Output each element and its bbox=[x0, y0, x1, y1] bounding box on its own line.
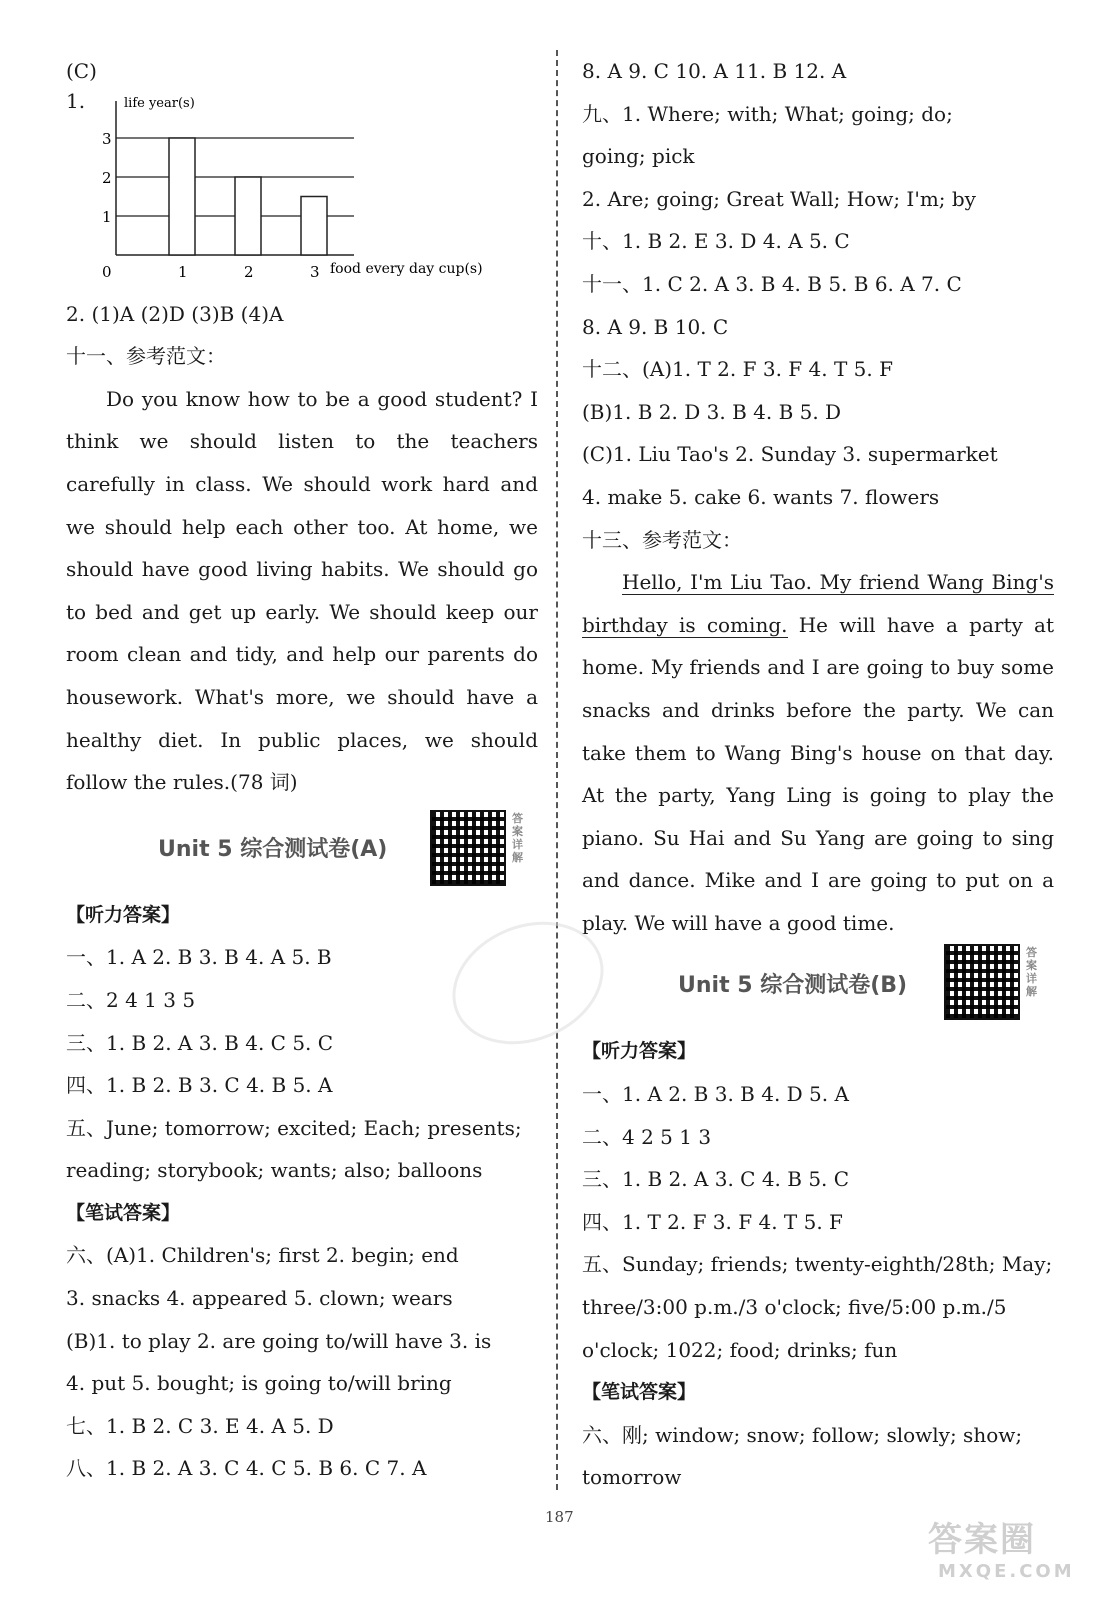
answer-line: 2. (1)A (2)D (3)B (4)A bbox=[66, 301, 284, 326]
answer-lines bbox=[582, 50, 1054, 519]
listening-heading: 【听力答案】 bbox=[66, 903, 181, 926]
essay-heading: 十三、参考范文： bbox=[582, 527, 742, 552]
answer-line: 十一、1. C 2. A 3. B 4. B 5. B 6. A 7. C bbox=[582, 271, 962, 296]
section-c-label: (C) bbox=[66, 59, 97, 83]
x-tick-label: 2 bbox=[244, 262, 254, 281]
bar-chart-block bbox=[66, 88, 538, 293]
unit-title-block-b bbox=[582, 944, 1054, 1030]
answer-line: 五、Sunday; friends; twenty-eighth/28th; May; bbox=[582, 1252, 1053, 1277]
essay-text bbox=[582, 561, 1054, 944]
answer-line: (B)1. B 2. D 3. B 4. B 5. D bbox=[582, 399, 842, 424]
answer-line: 8. A 9. B 10. C bbox=[582, 314, 729, 339]
answer-line: tomorrow bbox=[582, 1465, 682, 1490]
essay-text: Do you know how to be a good student? I think we should listen to the teachers carefully in class. We should work hard and we should help each other too. At home, we should have good living habits. We should go to bed and get up early. We should keep our room clean and tidy, and help our parents do housework. What's more, we should have a healthy diet. In public places, we should follow the rules.(78 词) bbox=[66, 386, 538, 795]
answer-line: 十、1. B 2. E 3. D 4. A 5. C bbox=[582, 229, 850, 254]
answer-line: 一、1. A 2. B 3. B 4. A 5. B bbox=[66, 945, 332, 970]
x-tick-label: 0 bbox=[102, 262, 112, 281]
bar-chart bbox=[94, 93, 534, 293]
column-divider bbox=[556, 50, 558, 1490]
answer-line: 8. A 9. C 10. A 11. B 12. A bbox=[582, 59, 847, 83]
essay-heading: 十一、参考范文： bbox=[66, 344, 226, 369]
bar bbox=[235, 177, 261, 255]
right-column bbox=[582, 50, 1054, 1499]
answer-line: 六、(A)1. Children's; first 2. begin; end bbox=[66, 1243, 459, 1268]
y-tick-label: 3 bbox=[102, 129, 112, 148]
answer-line: 四、1. B 2. B 3. C 4. B 5. A bbox=[66, 1073, 333, 1098]
qr-label: 答案详解 bbox=[1026, 946, 1037, 999]
answer-line: 三、1. B 2. A 3. C 4. B 5. C bbox=[582, 1167, 850, 1192]
written-heading: 【笔试答案】 bbox=[582, 1381, 697, 1404]
y-tick-label: 1 bbox=[102, 207, 112, 226]
unit-title-block-a bbox=[66, 804, 538, 894]
answer-line: 三、1. B 2. A 3. B 4. C 5. C bbox=[66, 1030, 334, 1055]
answer-line: 九、1. Where; with; What; going; do; bbox=[582, 101, 953, 126]
answer-line: 一、1. A 2. B 3. B 4. D 5. A bbox=[582, 1082, 849, 1107]
left-column bbox=[66, 50, 538, 1490]
answer-line: (C)1. Liu Tao's 2. Sunday 3. supermarket bbox=[582, 442, 998, 467]
essay-rest: He will have a party at home. My friends and I are going to buy some snacks and drinks before the party. We can take them to Wang Bing's house on that day. At the party, Yang Ling is going to play the piano. Su Hai and Su Yang are going to sing and dance. Mike and I are going to put on a play. We will have a good time. bbox=[582, 612, 1054, 935]
answer-line: 3. snacks 4. appeared 5. clown; wears bbox=[66, 1286, 453, 1311]
answer-line: 五、June; tomorrow; excited; Each; presents; bbox=[66, 1115, 522, 1140]
answer-line: reading; storybook; wants; also; balloons bbox=[66, 1158, 483, 1183]
unit-title: Unit 5 综合测试卷(B) bbox=[678, 973, 908, 999]
answer-line: o'clock; 1022; food; drinks; fun bbox=[582, 1337, 898, 1362]
essay-underlined: Hello, I'm Liu Tao. My friend Wang Bing's birthday is coming. bbox=[582, 570, 1054, 637]
watermark-logo bbox=[928, 1512, 1088, 1582]
listening-answers bbox=[582, 1073, 1054, 1371]
page-number: 187 bbox=[545, 1508, 574, 1526]
answer-line: three/3:00 p.m./3 o'clock; five/5:00 p.m./5 bbox=[582, 1295, 1007, 1320]
answer-line: 4. make 5. cake 6. wants 7. flowers bbox=[582, 484, 940, 509]
x-axis-label: food every day cup(s) bbox=[330, 260, 483, 277]
qr-code-icon bbox=[944, 944, 1020, 1020]
answer-line: 七、1. B 2. C 3. E 4. A 5. D bbox=[66, 1413, 334, 1438]
qr-code-icon bbox=[430, 810, 506, 886]
y-tick-label: 2 bbox=[102, 168, 112, 187]
listening-heading: 【听力答案】 bbox=[582, 1040, 697, 1063]
answer-line: 二、2 4 1 3 5 bbox=[66, 987, 196, 1012]
answer-line: 六、刚; window; snow; follow; slowly; show; bbox=[582, 1422, 1023, 1447]
answer-line: 二、4 2 5 1 3 bbox=[582, 1124, 712, 1149]
answer-line: 4. put 5. bought; is going to/will bring bbox=[66, 1371, 452, 1396]
answer-line: (B)1. to play 2. are going to/will have 3. is bbox=[66, 1328, 492, 1353]
watermark-main: 答案圈 bbox=[928, 1520, 1036, 1560]
answer-line: 四、1. T 2. F 3. F 4. T 5. F bbox=[582, 1209, 843, 1234]
written-answers bbox=[582, 1414, 1054, 1499]
bar bbox=[169, 138, 195, 255]
x-tick-label: 1 bbox=[178, 262, 188, 281]
qr-label: 答案详解 bbox=[512, 811, 523, 864]
answer-line: going; pick bbox=[582, 144, 695, 169]
question-number: 1. bbox=[66, 88, 86, 113]
answer-line: 2. Are; going; Great Wall; How; I'm; by bbox=[582, 186, 976, 211]
y-axis-label: life year(s) bbox=[124, 95, 195, 111]
written-heading: 【笔试答案】 bbox=[66, 1201, 181, 1224]
unit-title: Unit 5 综合测试卷(A) bbox=[158, 836, 388, 862]
written-answers bbox=[66, 1234, 538, 1490]
watermark-sub: MXQE.COM bbox=[938, 1561, 1075, 1582]
answer-line: 八、1. B 2. A 3. C 4. C 5. B 6. C 7. A bbox=[66, 1456, 427, 1481]
answer-line: 十二、(A)1. T 2. F 3. F 4. T 5. F bbox=[582, 357, 893, 382]
bar bbox=[301, 196, 327, 255]
x-tick-label: 3 bbox=[310, 262, 320, 281]
